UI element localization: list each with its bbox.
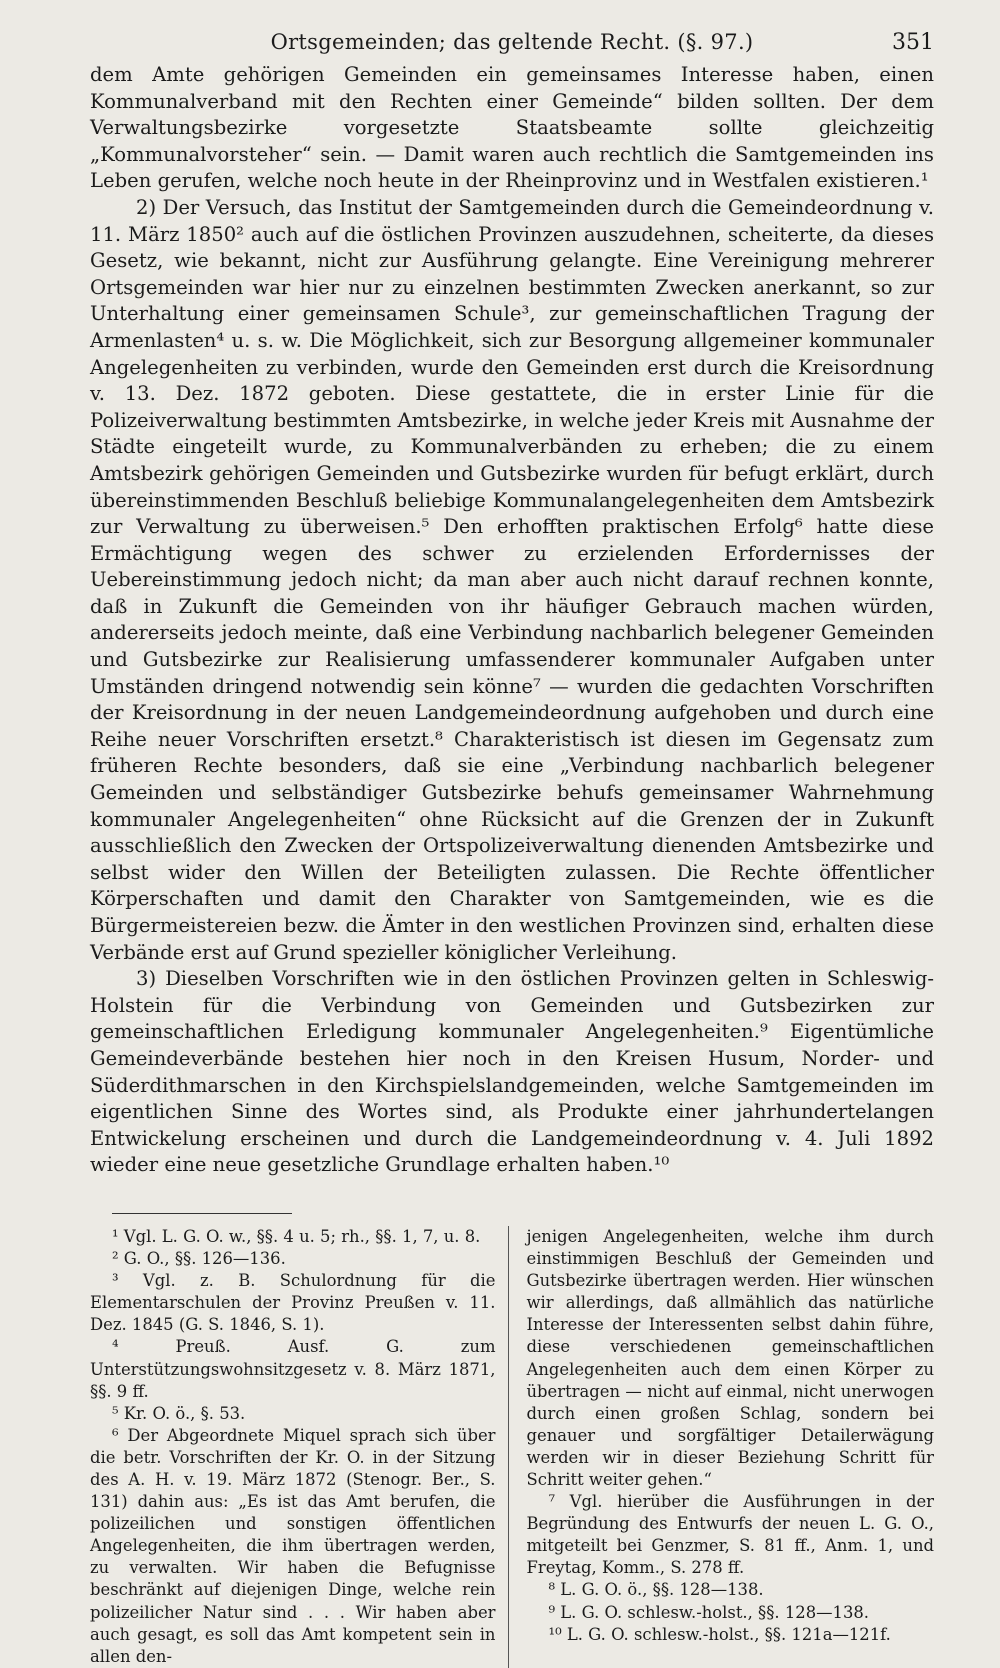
page-number: 351	[892, 30, 934, 55]
running-header	[90, 22, 934, 62]
footnote-10: ¹⁰ L. G. O. schlesw.-holst., §§. 121a—121f.	[548, 1624, 891, 1644]
footnote-4: ⁴ Preuß. Ausf. G. zum Unterstützungswohnsitzgesetz v. 8. März 1871, §§. 9 ff.	[90, 1337, 496, 1401]
main-text	[90, 62, 934, 1179]
footnote-7: ⁷ Vgl. hierüber die Ausführungen in der Begründung des Entwurfs der neuen L. G. O., mitgeteilt bei Genzmer, S. 81 ff., Anm. 1, und Freytag, Komm., S. 278 ff.	[526, 1492, 934, 1578]
footnote-6-continuation: jenigen Angelegenheiten, welche ihm durch einstimmigen Beschluß der Gemeinden und Gutsbezirke übertragen werden. Hier wünschen wir allerdings, daß allmählich das natürliche Interesse der Interessenten selbst dahin führe, diese verschiedenen gemeinschaftlichen Angelegenheiten auch dem einen Körper zu übertragen — nicht auf einmal, nicht unerwogen durch einen großen Schlag, sondern bei genauer und sorgfältiger Detailerwägung werden wir in dieser Beziehung Schritt für Schritt weiter gehen.“	[526, 1226, 934, 1489]
footnote-5: ⁵ Kr. O. ö., §. 53.	[112, 1403, 246, 1423]
footnote-6: ⁶ Der Abgeordnete Miquel sprach sich über die betr. Vorschriften der Kr. O. in der Sitzung des A. H. v. 19. März 1872 (Stenogr. Ber., S. 131) dahin aus: „Es ist das Amt berufen, die polizeilichen und sonstigen öffentlichen Angelegenheiten, die ihm übertragen werden, zu verwalten. Wir haben die Befugnisse beschränkt auf diejenigen Dinge, welche rein polizeilicher Natur sind . . . Wir haben aber auch gesagt, es soll das Amt kompetent sein in allen den-	[90, 1425, 496, 1666]
footnote-3: ³ Vgl. z. B. Schulordnung für die Elementarschulen der Provinz Preußen v. 11. Dez. 1845 (G. S. 1846, S. 1).	[90, 1271, 496, 1335]
header-title: Ortsgemeinden; das geltende Recht. (§. 97.)	[270, 30, 754, 54]
footnotes-right-column	[508, 1226, 935, 1668]
footnote-9: ⁹ L. G. O. schlesw.-holst., §§. 128—138.	[548, 1602, 870, 1622]
footnotes-left-column	[90, 1226, 496, 1668]
paragraph-2: 2) Der Versuch, das Institut der Samtgemeinden durch die Gemeindeordnung v. 11. März 1850² auch auf die östlichen Provinzen auszudehnen, scheiterte, da dieses Gesetz, wie bekannt, nicht zur Ausführung gelangte. Eine Vereinigung mehrerer Ortsgemeinden war hier nur zu einzelnen bestimmten Zwecken anerkannt, so zur Unterhaltung einer gemeinsamen Schule³, zur gemeinschaftlichen Tragung der Armenlasten⁴ u. s. w. Die Möglichkeit, sich zur Besorgung allgemeiner kommunaler Angelegenheiten zu verbinden, wurde den Gemeinden erst durch die Kreisordnung v. 13. Dez. 1872 geboten. Diese gestattete, die in erster Linie für die Polizeiverwaltung bestimmten Amtsbezirke, in welche jeder Kreis mit Ausnahme der Städte eingeteilt wurde, zu Kommunalverbänden zu erheben; die zu einem Amtsbezirk gehörigen Gemeinden und Gutsbezirke wurden für befugt erklärt, durch übereinstimmenden Beschluß beliebige Kommunalangelegenheiten dem Amtsbezirk zur Verwaltung zu überweisen.⁵ Den erhofften praktischen Erfolg⁶ hatte diese Ermächtigung wegen des schwer zu erzielenden Erfordernisses der Uebereinstimmung jedoch nicht; da man aber auch nicht darauf rechnen konnte, daß in Zukunft die Gemeinden von ihr häufiger Gebrauch machen würden, andererseits jedoch meinte, daß eine Verbindung nachbarlich belegener Gemeinden und Gutsbezirke zur Realisierung umfassenderer kommunaler Aufgaben unter Umständen dringend notwendig sein könne⁷ — wurden die gedachten Vorschriften der Kreisordnung in der neuen Landgemeindeordnung aufgehoben und durch eine Reihe neuer Vorschriften ersetzt.⁸ Charakteristisch ist diesen im Gegensatz zum früheren Rechte besonders, daß sie eine „Verbindung nachbarlich belegener Gemeinden und selbständiger Gutsbezirke behufs gemeinsamer Wahrnehmung kommunaler Angelegenheiten“ ohne Rücksicht auf die Grenzen der in Zukunft ausschließlich den Zwecken der Ortspolizeiverwaltung dienenden Amtsbezirke und selbst wider den Willen der Beteiligten zulassen. Die Rechte öffentlicher Körperschaften und damit den Charakter von Samtgemeinden, wie es die Bürgermeistereien bezw. die Ämter in den westlichen Provinzen sind, erhalten diese Verbände erst auf Grund spezieller königlicher Verleihung.	[90, 195, 934, 964]
paragraph-continuation: dem Amte gehörigen Gemeinden ein gemeinsames Interesse haben, einen Kommunalverband mit den Rechten einer Gemeinde“ bilden sollten. Der dem Verwaltungsbezirke vorgesetzte Staatsbeamte sollte gleichzeitig „Kommunalvorsteher“ sein. — Damit waren auch rechtlich die Samtgemeinden ins Leben gerufen, welche noch heute in der Rheinprovinz und in Westfalen existieren.¹	[90, 63, 934, 193]
footnote-2: ² G. O., §§. 126—136.	[112, 1249, 286, 1269]
paragraph-3: 3) Dieselben Vorschriften wie in den östlichen Provinzen gelten in Schleswig-Holstein für die Verbindung von Gemeinden und Gutsbezirken zur gemeinschaftlichen Erledigung kommunaler Angelegenheiten.⁹ Eigentümliche Gemeindeverbände bestehen hier noch in den Kreisen Husum, Norder- und Süderdithmarschen in den Kirchspielslandgemeinden, welche Samtgemeinden im eigentlichen Sinne des Wortes sind, als Produkte einer jahrhundertelangen Entwickelung erscheinen und durch die Landgemeindeordnung v. 4. Juli 1892 wieder eine neue gesetzliche Grundlage erhalten haben.¹⁰	[90, 967, 934, 1177]
footnotes	[90, 1226, 934, 1668]
footnote-1: ¹ Vgl. L. G. O. w., §§. 4 u. 5; rh., §§. 1, 7, u. 8.	[112, 1226, 481, 1246]
footnote-8: ⁸ L. G. O. ö., §§. 128—138.	[548, 1580, 764, 1600]
footnote-rule	[112, 1213, 292, 1214]
